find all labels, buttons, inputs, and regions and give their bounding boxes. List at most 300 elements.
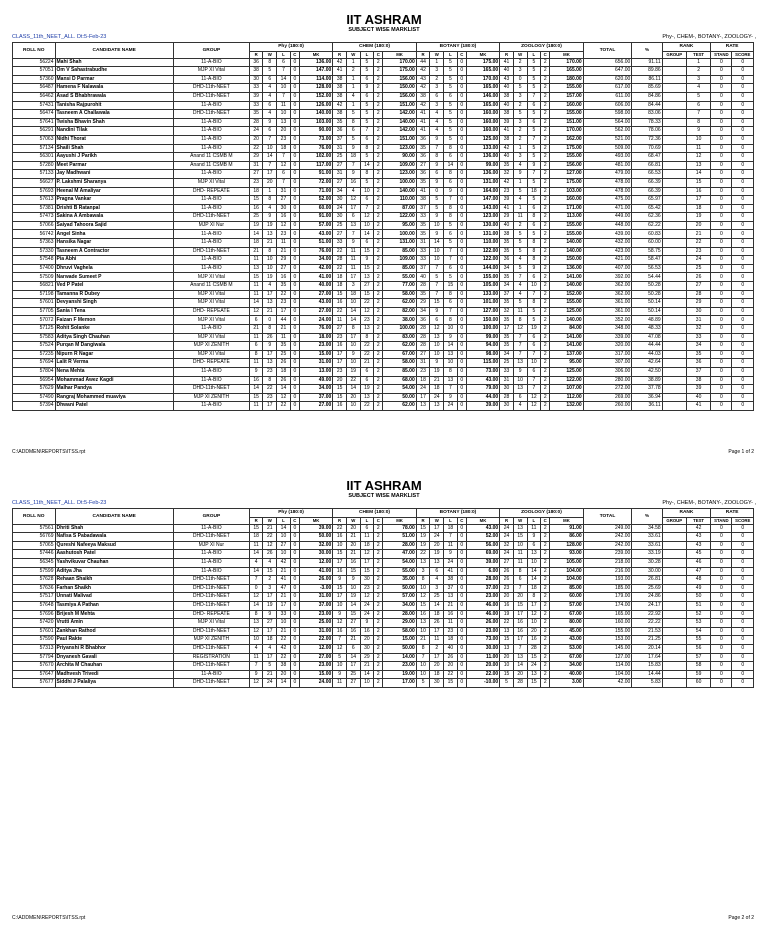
- col-group: GROUP: [173, 43, 249, 59]
- col-sub: C: [374, 51, 383, 58]
- table-cell: 2: [513, 58, 527, 67]
- col-sub: MK: [550, 51, 583, 58]
- col-sub: L: [360, 51, 374, 58]
- table-cell: 611.00: [583, 92, 632, 101]
- table-cell: 17: [346, 273, 360, 282]
- table-cell: 13: [686, 161, 710, 170]
- table-cell: 175.00: [466, 58, 499, 67]
- table-cell: 0: [290, 533, 299, 542]
- table-cell: 2: [374, 367, 383, 376]
- table-cell: 17: [430, 524, 444, 533]
- table-cell: 40: [500, 101, 514, 110]
- table-cell: 57705: [13, 307, 56, 316]
- table-cell: 5: [444, 135, 458, 144]
- table-cell: 0: [711, 393, 732, 402]
- table-cell: 24: [500, 550, 514, 559]
- table-cell: 21: [686, 230, 710, 239]
- table-cell: 165.00: [466, 84, 499, 93]
- table-cell: 0: [732, 187, 754, 196]
- table-cell: 6: [527, 333, 541, 342]
- table-cell: 0: [457, 342, 466, 351]
- table-cell: 48.89: [632, 316, 662, 325]
- table-cell: 30: [360, 576, 374, 585]
- table-cell: 0: [711, 533, 732, 542]
- marklist-table: [12, 508, 754, 688]
- table-cell: 15: [333, 290, 347, 299]
- table-cell: 8: [263, 325, 277, 334]
- table-cell: 0: [732, 118, 754, 127]
- table-cell: 16: [686, 187, 710, 196]
- table-cell: 27.00: [299, 307, 332, 316]
- table-cell: 5: [444, 58, 458, 67]
- table-cell: 56345: [13, 558, 56, 567]
- table-cell: 18: [277, 367, 291, 376]
- table-cell: 14: [346, 307, 360, 316]
- table-cell: 114.00: [583, 662, 632, 671]
- table-cell: 151.00: [383, 135, 416, 144]
- table-cell: 2: [374, 558, 383, 567]
- table-cell: 8: [527, 593, 541, 602]
- table-cell: 2: [374, 110, 383, 119]
- table-cell: 22: [263, 385, 277, 394]
- table-cell: [662, 533, 686, 542]
- table-cell: 0: [290, 118, 299, 127]
- table-cell: 90.00: [299, 127, 332, 136]
- table-cell: 122.00: [466, 256, 499, 265]
- table-cell: 18: [430, 610, 444, 619]
- table-cell: 13: [430, 333, 444, 342]
- table-row: [13, 92, 754, 101]
- table-cell: 22: [263, 533, 277, 542]
- table-cell: 11-A-BIO: [173, 367, 249, 376]
- table-cell: 0: [457, 619, 466, 628]
- table-cell: 33.19: [632, 550, 662, 559]
- col-sub: MK: [299, 517, 332, 524]
- table-cell: 48.33: [632, 325, 662, 334]
- table-cell: 13: [416, 558, 430, 567]
- table-cell: 114.00: [299, 75, 332, 84]
- table-cell: 0: [711, 239, 732, 248]
- table-cell: 10: [360, 221, 374, 230]
- table-cell: 17: [513, 610, 527, 619]
- col-rank-sub: GROUP: [662, 51, 686, 58]
- table-cell: 11: [249, 256, 263, 265]
- table-cell: 15.00: [383, 636, 416, 645]
- table-cell: 131.00: [466, 178, 499, 187]
- table-cell: 20: [513, 670, 527, 679]
- table-cell: 4: [513, 196, 527, 205]
- table-cell: 16: [527, 636, 541, 645]
- table-cell: 6: [430, 92, 444, 101]
- table-cell: 22: [333, 247, 347, 256]
- table-cell: 10: [686, 135, 710, 144]
- table-cell: 33.61: [632, 533, 662, 542]
- table-cell: 1: [686, 58, 710, 67]
- table-cell: [662, 239, 686, 248]
- table-cell: 5: [333, 653, 347, 662]
- table-cell: 5: [430, 204, 444, 213]
- col-sub: MK: [466, 517, 499, 524]
- table-cell: Dhwani Patel: [55, 402, 173, 411]
- table-cell: 471.00: [583, 204, 632, 213]
- table-cell: 0: [457, 584, 466, 593]
- table-cell: 17: [500, 325, 514, 334]
- table-cell: 155.00: [550, 110, 583, 119]
- class-info: CLASS_11th_NEET_ALL. Dt:5-Feb-23: [12, 500, 107, 506]
- subjects-list: Phy-, CHEM-, BOTANY-, ZOOLOGY- ,: [662, 500, 756, 506]
- table-cell: 0: [732, 67, 754, 76]
- table-cell: 57670: [13, 662, 56, 671]
- table-cell: Siddhi J Palaliya: [55, 679, 173, 688]
- table-cell: 57636: [13, 584, 56, 593]
- table-row: [13, 170, 754, 179]
- table-cell: 155.00: [550, 221, 583, 230]
- table-cell: 2: [541, 135, 550, 144]
- table-cell: 23: [686, 247, 710, 256]
- table-cell: 0: [711, 601, 732, 610]
- table-cell: 53.00: [550, 644, 583, 653]
- table-cell: 0: [457, 187, 466, 196]
- table-cell: 56487: [13, 84, 56, 93]
- table-cell: 57517: [13, 593, 56, 602]
- table-cell: DHD-11th-NEET: [173, 92, 249, 101]
- table-cell: 151.00: [383, 101, 416, 110]
- table-cell: 41: [416, 187, 430, 196]
- table-cell: 7: [527, 376, 541, 385]
- table-cell: 0: [249, 584, 263, 593]
- table-cell: 16: [277, 273, 291, 282]
- table-cell: 57198: [13, 290, 56, 299]
- table-cell: 20.14: [632, 644, 662, 653]
- table-cell: 5: [444, 127, 458, 136]
- table-cell: 28: [686, 290, 710, 299]
- table-cell: 18: [527, 584, 541, 593]
- table-cell: 16: [333, 342, 347, 351]
- table-cell: 2: [541, 170, 550, 179]
- report-title: IIT ASHRAM: [346, 478, 422, 493]
- table-cell: 11: [346, 256, 360, 265]
- table-cell: 5: [360, 67, 374, 76]
- table-cell: 20: [346, 541, 360, 550]
- table-cell: 0: [711, 316, 732, 325]
- table-cell: 9: [333, 670, 347, 679]
- table-cell: 6: [277, 170, 291, 179]
- table-cell: 0: [290, 670, 299, 679]
- table-cell: 0: [732, 273, 754, 282]
- table-cell: 0: [732, 299, 754, 308]
- table-cell: 10: [430, 221, 444, 230]
- table-cell: 2: [541, 307, 550, 316]
- table-cell: 26.00: [299, 576, 332, 585]
- table-cell: 10: [513, 376, 527, 385]
- table-cell: 13.00: [299, 367, 332, 376]
- table-cell: 4: [346, 92, 360, 101]
- table-cell: 18: [527, 187, 541, 196]
- table-cell: 78.33: [632, 118, 662, 127]
- table-cell: Lalit R Verma: [55, 359, 173, 368]
- table-cell: 0: [457, 58, 466, 67]
- table-cell: 15: [360, 290, 374, 299]
- table-cell: 6: [360, 92, 374, 101]
- table-cell: 2: [374, 213, 383, 222]
- table-cell: 4: [249, 644, 263, 653]
- table-cell: 13: [430, 558, 444, 567]
- table-cell: 7: [527, 92, 541, 101]
- table-cell: 0: [732, 247, 754, 256]
- table-cell: 6: [527, 541, 541, 550]
- table-cell: [662, 58, 686, 67]
- table-cell: 15: [249, 524, 263, 533]
- table-cell: 4: [263, 204, 277, 213]
- table-cell: 3.00: [550, 679, 583, 688]
- table-cell: 7: [527, 135, 541, 144]
- table-cell: 30: [430, 679, 444, 688]
- table-cell: 27: [416, 350, 430, 359]
- table-cell: 132.00: [550, 402, 583, 411]
- table-cell: [662, 653, 686, 662]
- table-cell: 57394: [13, 402, 56, 411]
- table-cell: 10: [444, 325, 458, 334]
- table-cell: 155.00: [466, 273, 499, 282]
- table-cell: 31: [249, 161, 263, 170]
- table-cell: 2: [374, 290, 383, 299]
- table-cell: 6: [360, 524, 374, 533]
- table-cell: [662, 127, 686, 136]
- table-cell: 0: [290, 393, 299, 402]
- table-cell: 0: [732, 636, 754, 645]
- page-number: Page 1 of 2: [728, 449, 754, 455]
- table-cell: MJP XI ZENITH: [173, 393, 249, 402]
- table-cell: 37: [333, 135, 347, 144]
- table-cell: 50.00: [383, 584, 416, 593]
- table-cell: 13: [444, 593, 458, 602]
- table-cell: 0: [711, 385, 732, 394]
- table-cell: [662, 299, 686, 308]
- table-cell: 5: [527, 110, 541, 119]
- table-cell: 57696: [13, 610, 56, 619]
- table-cell: 12: [416, 593, 430, 602]
- col-rate-sub: SCORE: [732, 51, 754, 58]
- table-cell: 2: [541, 550, 550, 559]
- table-cell: 41: [686, 402, 710, 411]
- table-cell: 6: [527, 273, 541, 282]
- table-cell: 2: [541, 221, 550, 230]
- table-cell: 13: [527, 550, 541, 559]
- table-cell: 1: [346, 84, 360, 93]
- table-cell: 0: [711, 110, 732, 119]
- table-cell: 40: [500, 221, 514, 230]
- table-cell: 33: [416, 256, 430, 265]
- table-cell: 0: [711, 359, 732, 368]
- table-cell: 31.00: [299, 627, 332, 636]
- table-cell: 0: [711, 230, 732, 239]
- table-cell: 2: [374, 84, 383, 93]
- table-cell: 0: [732, 558, 754, 567]
- table-cell: [662, 325, 686, 334]
- col-total: TOTAL: [583, 509, 632, 525]
- table-cell: 28.00: [383, 610, 416, 619]
- table-cell: 36.11: [632, 402, 662, 411]
- table-cell: 160.00: [550, 196, 583, 205]
- table-cell: Hamena F Nalawala: [55, 84, 173, 93]
- table-cell: 0: [290, 273, 299, 282]
- table-cell: 11: [686, 144, 710, 153]
- table-cell: 18: [263, 636, 277, 645]
- table-cell: DHD- REPEATE: [173, 610, 249, 619]
- table-cell: 15: [249, 393, 263, 402]
- table-cell: 7: [249, 576, 263, 585]
- table-cell: 46.00: [466, 610, 499, 619]
- table-cell: 2: [541, 84, 550, 93]
- table-cell: 28: [416, 282, 430, 291]
- table-cell: 60.00: [299, 204, 332, 213]
- table-cell: 2: [374, 118, 383, 127]
- table-cell: 84.44: [632, 101, 662, 110]
- table-cell: 18: [416, 376, 430, 385]
- table-cell: Dhruvi Vaghela: [55, 264, 173, 273]
- table-cell: 5: [527, 153, 541, 162]
- table-cell: 140.00: [550, 282, 583, 291]
- table-cell: 0: [711, 550, 732, 559]
- table-cell: 65.97: [632, 196, 662, 205]
- table-cell: 0: [457, 256, 466, 265]
- table-cell: 4: [263, 84, 277, 93]
- table-cell: 14: [444, 161, 458, 170]
- table-cell: 2: [541, 144, 550, 153]
- table-cell: 42: [277, 558, 291, 567]
- table-cell: 0: [732, 550, 754, 559]
- table-cell: 3: [513, 118, 527, 127]
- table-cell: 29.00: [383, 619, 416, 628]
- table-cell: Rangraj Mohammed muaviya: [55, 393, 173, 402]
- table-cell: 9: [263, 610, 277, 619]
- table-cell: 7: [527, 290, 541, 299]
- table-cell: 317.00: [583, 350, 632, 359]
- table-cell: [662, 204, 686, 213]
- table-cell: 57330: [13, 247, 56, 256]
- col-sub: L: [277, 51, 291, 58]
- table-cell: [662, 213, 686, 222]
- table-row: [13, 376, 754, 385]
- table-cell: 11-A-BIO: [173, 230, 249, 239]
- table-cell: 141.00: [550, 333, 583, 342]
- table-cell: 12: [686, 153, 710, 162]
- table-row: [13, 187, 754, 196]
- table-cell: 9: [360, 256, 374, 265]
- table-cell: 0: [732, 264, 754, 273]
- table-cell: 66.39: [632, 187, 662, 196]
- table-cell: 44.44: [632, 342, 662, 351]
- table-cell: DHD-11th-NEET: [173, 662, 249, 671]
- table-cell: 21.25: [632, 636, 662, 645]
- table-cell: 66.53: [632, 170, 662, 179]
- table-cell: 0: [290, 558, 299, 567]
- table-cell: 2: [541, 644, 550, 653]
- table-cell: 6: [527, 367, 541, 376]
- table-cell: 2: [541, 601, 550, 610]
- table-cell: 9: [444, 393, 458, 402]
- table-cell: Paul Rakte: [55, 636, 173, 645]
- table-cell: 11: [249, 290, 263, 299]
- table-row: [13, 127, 754, 136]
- table-cell: 11: [430, 636, 444, 645]
- table-cell: 2: [374, 601, 383, 610]
- table-cell: [662, 230, 686, 239]
- table-cell: 34.00: [299, 385, 332, 394]
- table-cell: 10: [360, 679, 374, 688]
- table-cell: 60: [686, 679, 710, 688]
- table-cell: Drishti B Ratanpal: [55, 204, 173, 213]
- table-cell: 130.00: [466, 221, 499, 230]
- table-cell: 180.00: [550, 75, 583, 84]
- table-cell: Tasmiya A Pathan: [55, 601, 173, 610]
- table-cell: 11-A-BIO: [173, 402, 249, 411]
- table-cell: 58: [686, 662, 710, 671]
- table-cell: 1: [346, 75, 360, 84]
- table-cell: 5: [686, 92, 710, 101]
- table-cell: 35: [277, 342, 291, 351]
- table-cell: 100.00: [383, 230, 416, 239]
- table-cell: 13: [513, 385, 527, 394]
- table-cell: 26.81: [632, 576, 662, 585]
- table-row: [13, 567, 754, 576]
- table-cell: REGISTRATION: [173, 653, 249, 662]
- table-cell: 14: [686, 170, 710, 179]
- table-cell: 19: [430, 550, 444, 559]
- table-cell: 14: [444, 342, 458, 351]
- table-cell: 57794: [13, 653, 56, 662]
- table-cell: 57693: [13, 187, 56, 196]
- table-cell: 348.00: [583, 325, 632, 334]
- table-cell: 46: [686, 558, 710, 567]
- table-cell: 22: [277, 290, 291, 299]
- table-cell: 26: [686, 273, 710, 282]
- table-cell: 143.00: [466, 204, 499, 213]
- table-cell: 102.00: [299, 153, 332, 162]
- table-cell: 38: [686, 376, 710, 385]
- table-cell: 18: [346, 290, 360, 299]
- table-cell: Malhar Pandya: [55, 385, 173, 394]
- table-cell: 0: [457, 533, 466, 542]
- table-cell: 15: [527, 679, 541, 688]
- table-cell: 20: [430, 541, 444, 550]
- table-cell: 6: [360, 75, 374, 84]
- table-cell: 0: [732, 524, 754, 533]
- table-cell: 0: [457, 385, 466, 394]
- table-cell: 6: [263, 75, 277, 84]
- table-cell: 18: [430, 670, 444, 679]
- table-cell: 7: [346, 161, 360, 170]
- table-row: [13, 75, 754, 84]
- table-cell: 2: [374, 385, 383, 394]
- table-cell: 2: [374, 196, 383, 205]
- table-cell: 2: [541, 204, 550, 213]
- table-cell: 58.00: [383, 290, 416, 299]
- table-cell: 2: [374, 58, 383, 67]
- table-cell: 28: [416, 325, 430, 334]
- table-cell: Priyanshi R Bhabhor: [55, 644, 173, 653]
- table-cell: 0: [457, 653, 466, 662]
- table-cell: Dnyanesh Gavali: [55, 653, 173, 662]
- table-cell: 9: [430, 230, 444, 239]
- col-rank: RANK: [662, 43, 711, 52]
- table-cell: 2: [541, 576, 550, 585]
- table-cell: 43.00: [299, 230, 332, 239]
- table-cell: 103.00: [299, 118, 332, 127]
- table-cell: 0: [711, 101, 732, 110]
- table-cell: 91.00: [299, 213, 332, 222]
- table-cell: 16: [333, 402, 347, 411]
